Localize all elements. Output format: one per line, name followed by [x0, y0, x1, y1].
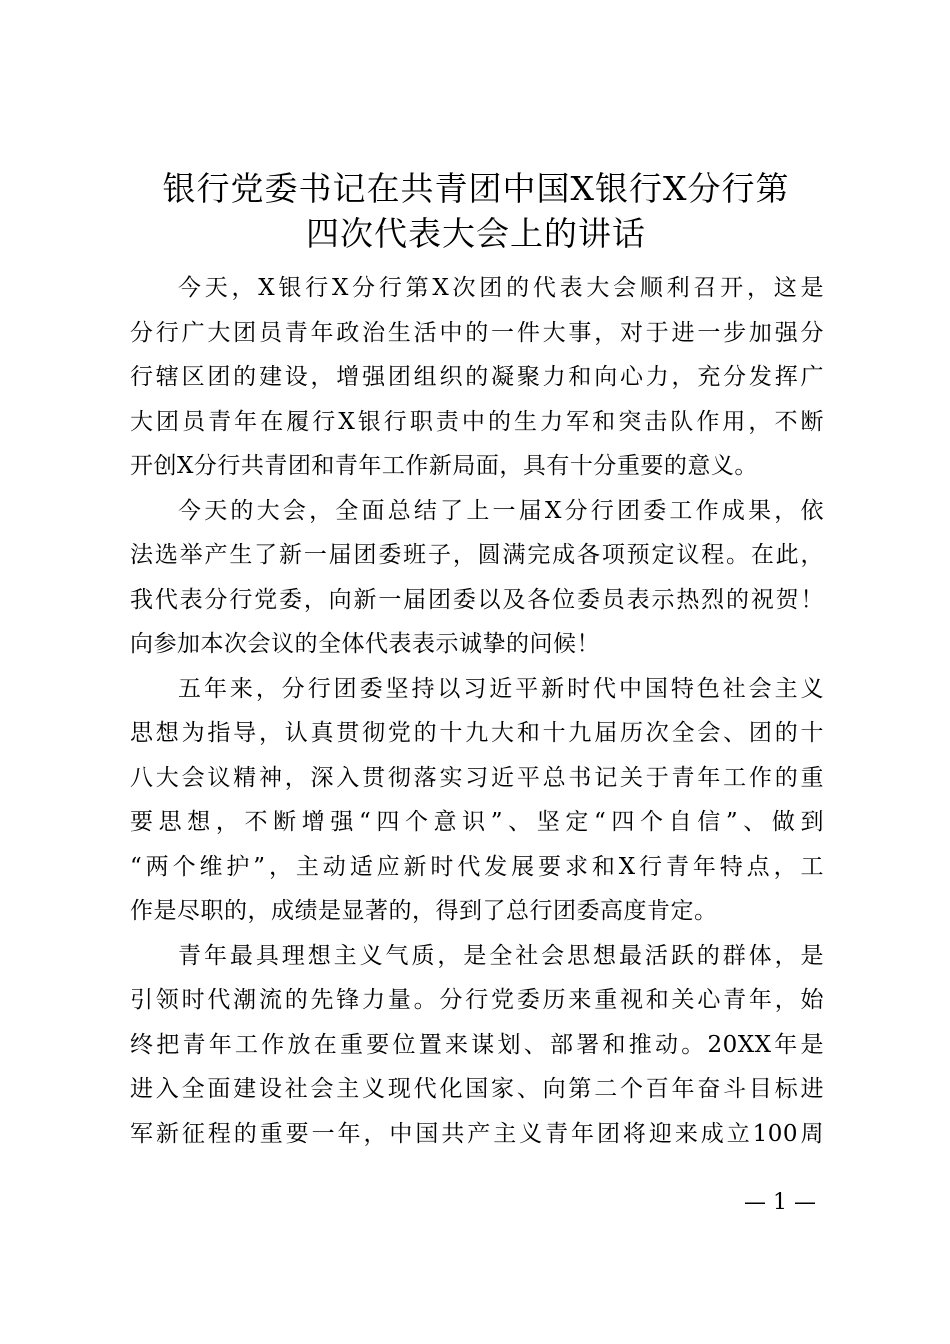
paragraph-line: 进入全面建设社会主义现代化国家、向第二个百年奋斗目标进 [130, 1076, 824, 1102]
paragraph-line: 我代表分行党委，向新一届团委以及各位委员表示热烈的祝贺！ [130, 586, 824, 613]
paragraph-line: “两个维护”，主动适应新时代发展要求和X行青年特点，工 [130, 853, 824, 880]
paragraph-3 [130, 667, 824, 934]
title-line-2: 四次代表大会上的讲话 [306, 214, 646, 253]
paragraph-1 [130, 266, 824, 489]
paragraph-line: 今天，X银行X分行第X次团的代表大会顺利召开，这是 [178, 275, 824, 301]
paragraph-line: 要思想，不断增强“四个意识”、坚定“四个自信”、做到 [130, 809, 824, 835]
paragraph-2 [130, 489, 824, 667]
page-number: — 1 — [744, 1190, 816, 1215]
paragraph-line: 思想为指导，认真贯彻党的十九大和十九届历次全会、团的十 [130, 720, 824, 746]
paragraph-line: 作是尽职的，成绩是显著的，得到了总行团委高度肯定。 [130, 898, 718, 924]
title-line-1: 银行党委书记在共青团中国X银行X分行第 [162, 169, 790, 208]
paragraph-line: 法选举产生了新一届团委班子，圆满完成各项预定议程。在此， [130, 542, 824, 568]
paragraph-line: 开创X分行共青团和青年工作新局面，具有十分重要的意义。 [130, 453, 758, 479]
paragraph-line: 行辖区团的建设，增强团组织的凝聚力和向心力，充分发挥广 [130, 364, 824, 390]
paragraph-line: 军新征程的重要一年，中国共产主义青年团将迎来成立100周 [130, 1120, 824, 1147]
paragraph-4 [130, 934, 824, 1157]
paragraph-line: 终把青年工作放在重要位置来谋划、部署和推动。20XX年是 [130, 1031, 824, 1058]
paragraph-line: 大团员青年在履行X银行职责中的生力军和突击队作用，不断 [130, 408, 824, 435]
document-body [130, 266, 824, 1156]
paragraph-line: 引领时代潮流的先锋力量。分行党委历来重视和关心青年，始 [130, 987, 824, 1013]
document-title [120, 166, 832, 256]
paragraph-line: 今天的大会，全面总结了上一届X分行团委工作成果，依 [178, 497, 824, 524]
paragraph-line: 向参加本次会议的全体代表表示诚挚的问候！ [130, 631, 600, 657]
paragraph-line: 五年来，分行团委坚持以习近平新时代中国特色社会主义 [178, 675, 824, 702]
paragraph-line: 八大会议精神，深入贯彻落实习近平总书记关于青年工作的重 [130, 764, 824, 791]
paragraph-line: 青年最具理想主义气质，是全社会思想最活跃的群体，是 [178, 942, 824, 969]
paragraph-line: 分行广大团员青年政治生活中的一件大事，对于进一步加强分 [130, 319, 824, 346]
